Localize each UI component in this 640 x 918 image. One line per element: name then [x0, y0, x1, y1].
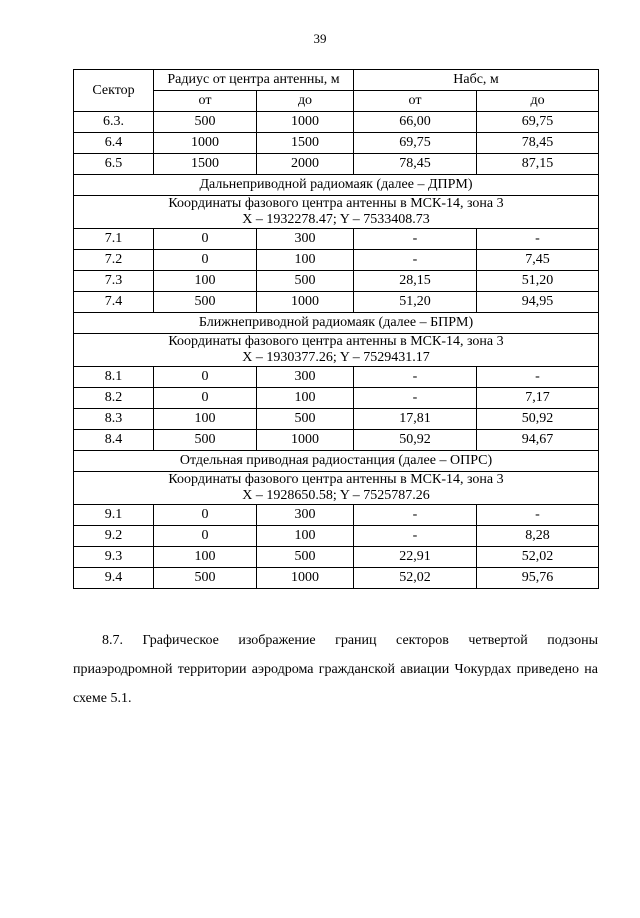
header-habs-from: от	[354, 91, 477, 112]
cell-h-to: 50,92	[477, 409, 599, 430]
header-sector: Сектор	[74, 70, 154, 112]
cell-r-from: 500	[154, 112, 257, 133]
cell-h-from: 52,02	[354, 568, 477, 589]
cell-h-from: -	[354, 388, 477, 409]
paragraph-8-7	[73, 626, 598, 713]
sectors-table	[73, 69, 599, 589]
cell-r-to: 1000	[257, 112, 354, 133]
table-row	[74, 154, 599, 175]
cell-r-from: 0	[154, 388, 257, 409]
table-row	[74, 526, 599, 547]
table-row	[74, 271, 599, 292]
table-row	[74, 250, 599, 271]
cell-sector: 7.2	[74, 250, 154, 271]
header-radius: Радиус от центра антенны, м	[154, 70, 354, 91]
cell-h-from: -	[354, 229, 477, 250]
cell-h-from: 28,15	[354, 271, 477, 292]
table-row	[74, 229, 599, 250]
header-habs: Набс, м	[354, 70, 599, 91]
coords-line-2: X – 1928650.58; Y – 7525787.26	[242, 488, 430, 503]
cell-h-to: 94,95	[477, 292, 599, 313]
cell-sector: 9.2	[74, 526, 154, 547]
cell-h-from: -	[354, 367, 477, 388]
table-row	[74, 112, 599, 133]
table-row	[74, 133, 599, 154]
section-title-bprm: Ближнеприводной радиомаяк (далее – БПРМ)	[74, 313, 599, 334]
cell-sector: 6.4	[74, 133, 154, 154]
cell-sector: 9.3	[74, 547, 154, 568]
coords-oprs	[74, 472, 599, 505]
table-row	[74, 388, 599, 409]
cell-sector: 8.3	[74, 409, 154, 430]
header-radius-to: до	[257, 91, 354, 112]
cell-sector: 9.4	[74, 568, 154, 589]
coords-row	[74, 334, 599, 367]
table-row	[74, 367, 599, 388]
coords-line-2: X – 1930377.26; Y – 7529431.17	[242, 350, 430, 365]
cell-r-to: 1500	[257, 133, 354, 154]
cell-sector: 8.4	[74, 430, 154, 451]
coords-dprm	[74, 196, 599, 229]
paragraph-line-3: схеме 5.1.	[73, 691, 132, 706]
cell-sector: 7.4	[74, 292, 154, 313]
cell-r-to: 1000	[257, 568, 354, 589]
cell-r-from: 100	[154, 547, 257, 568]
cell-r-to: 500	[257, 271, 354, 292]
cell-sector: 6.5	[74, 154, 154, 175]
cell-r-to: 300	[257, 505, 354, 526]
page-number: 39	[313, 31, 327, 46]
coords-line-1: Координаты фазового центра антенны в МСК-14, зона 3	[168, 334, 504, 349]
cell-h-from: 50,92	[354, 430, 477, 451]
cell-h-to: 78,45	[477, 133, 599, 154]
cell-h-to: 7,17	[477, 388, 599, 409]
cell-r-to: 1000	[257, 292, 354, 313]
cell-sector: 6.3.	[74, 112, 154, 133]
cell-r-from: 1500	[154, 154, 257, 175]
paragraph-line-2: приаэродромной территории аэродрома гражданской авиации Чокурдах приведено на	[73, 662, 598, 677]
cell-r-from: 0	[154, 526, 257, 547]
cell-h-to: 69,75	[477, 112, 599, 133]
cell-h-from: 78,45	[354, 154, 477, 175]
cell-h-to: 95,76	[477, 568, 599, 589]
coords-line-2: X – 1932278.47; Y – 7533408.73	[242, 212, 430, 227]
table-row	[74, 292, 599, 313]
header-radius-from: от	[154, 91, 257, 112]
coords-line-1: Координаты фазового центра антенны в МСК-14, зона 3	[168, 472, 504, 487]
cell-h-to: 94,67	[477, 430, 599, 451]
coords-row	[74, 196, 599, 229]
coords-bprm	[74, 334, 599, 367]
cell-r-to: 300	[257, 229, 354, 250]
cell-r-from: 100	[154, 271, 257, 292]
cell-r-to: 100	[257, 250, 354, 271]
cell-r-from: 0	[154, 367, 257, 388]
cell-r-from: 500	[154, 292, 257, 313]
cell-r-to: 500	[257, 409, 354, 430]
cell-h-from: 69,75	[354, 133, 477, 154]
cell-h-from: -	[354, 250, 477, 271]
table-row	[74, 505, 599, 526]
header-habs-to: до	[477, 91, 599, 112]
coords-row	[74, 472, 599, 505]
cell-h-to: 52,02	[477, 547, 599, 568]
cell-h-to: 51,20	[477, 271, 599, 292]
cell-h-to: 7,45	[477, 250, 599, 271]
cell-h-to: -	[477, 229, 599, 250]
table-row	[74, 430, 599, 451]
cell-h-from: 66,00	[354, 112, 477, 133]
cell-h-to: -	[477, 505, 599, 526]
table-row	[74, 547, 599, 568]
coords-line-1: Координаты фазового центра антенны в МСК-14, зона 3	[168, 196, 504, 211]
cell-sector: 8.1	[74, 367, 154, 388]
cell-r-from: 0	[154, 250, 257, 271]
cell-r-from: 0	[154, 505, 257, 526]
section-title-row	[74, 175, 599, 196]
section-title-dprm: Дальнеприводной радиомаяк (далее – ДПРМ)	[74, 175, 599, 196]
cell-r-to: 2000	[257, 154, 354, 175]
cell-sector: 7.1	[74, 229, 154, 250]
cell-r-from: 1000	[154, 133, 257, 154]
cell-r-from: 0	[154, 229, 257, 250]
cell-h-from: 22,91	[354, 547, 477, 568]
paragraph-line-1: 8.7. Графическое изображение границ секторов четвертой подзоны	[102, 633, 598, 648]
cell-r-to: 100	[257, 388, 354, 409]
cell-r-to: 500	[257, 547, 354, 568]
cell-r-from: 100	[154, 409, 257, 430]
header-row	[74, 70, 599, 91]
section-title-row	[74, 313, 599, 334]
section-title-oprs: Отдельная приводная радиостанция (далее – ОПРС)	[74, 451, 599, 472]
cell-h-from: 17,81	[354, 409, 477, 430]
cell-r-to: 300	[257, 367, 354, 388]
cell-h-from: -	[354, 526, 477, 547]
cell-h-from: 51,20	[354, 292, 477, 313]
table-row	[74, 409, 599, 430]
cell-h-from: -	[354, 505, 477, 526]
cell-h-to: -	[477, 367, 599, 388]
table-row	[74, 568, 599, 589]
cell-sector: 8.2	[74, 388, 154, 409]
cell-r-from: 500	[154, 568, 257, 589]
section-title-row	[74, 451, 599, 472]
cell-sector: 9.1	[74, 505, 154, 526]
cell-sector: 7.3	[74, 271, 154, 292]
cell-h-to: 8,28	[477, 526, 599, 547]
cell-r-from: 500	[154, 430, 257, 451]
cell-h-to: 87,15	[477, 154, 599, 175]
cell-r-to: 1000	[257, 430, 354, 451]
cell-r-to: 100	[257, 526, 354, 547]
